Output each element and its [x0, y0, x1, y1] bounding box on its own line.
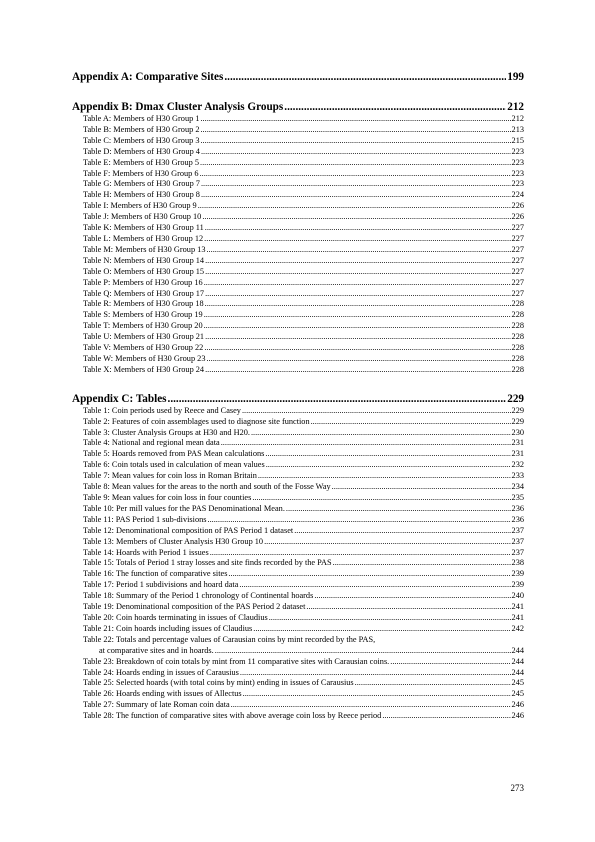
toc-entry[interactable]: [72, 537, 524, 548]
entry-title: Table D: Members of H30 Group 4: [83, 146, 200, 156]
entry-title: Table K: Members of H30 Group 11: [83, 223, 204, 233]
entry-page: 231: [511, 449, 524, 459]
appendix-a-title: Appendix A: Comparative Sites: [72, 71, 224, 83]
leader-dots: [390, 657, 510, 668]
entry-page: 227: [511, 277, 524, 287]
toc-entry[interactable]: [72, 190, 524, 201]
leader-dots: [206, 354, 510, 365]
leader-dots: [205, 289, 510, 300]
leader-dots: [269, 613, 511, 624]
toc-entry[interactable]: [72, 515, 524, 526]
appendix-c-page: 229: [507, 392, 524, 405]
entry-title: Table 4: National and regional mean data: [83, 438, 220, 448]
leader-dots: [332, 482, 511, 493]
entry-page: 245: [511, 678, 524, 688]
entry-page: 237: [511, 525, 524, 535]
entry-page: 223: [511, 179, 524, 189]
entry-title: Table 2: Features of coin assemblages used to diagnose site function: [83, 416, 310, 426]
entry-page: 239: [511, 569, 524, 579]
toc-entry[interactable]: [72, 332, 524, 343]
toc-entry[interactable]: [72, 460, 524, 471]
entry-title: Table M: Members of H30 Group 13: [83, 244, 206, 254]
entry-title: Table 14: Hoards with Period 1 issues: [83, 547, 209, 557]
leader-dots: [224, 70, 506, 84]
leader-dots: [311, 417, 511, 428]
leader-dots: [200, 114, 510, 125]
entry-title: Table 17: Period 1 subdivisions and hoard data: [83, 580, 239, 590]
entry-page: 213: [511, 124, 524, 134]
toc-entry[interactable]: [72, 289, 524, 300]
leader-dots: [200, 158, 511, 169]
leader-dots: [228, 569, 510, 580]
leader-dots: [204, 343, 510, 354]
entry-page: 237: [511, 547, 524, 557]
entry-page: 228: [511, 343, 524, 353]
appendix-a-page: 199: [507, 71, 524, 83]
entry-page: 240: [511, 591, 524, 601]
toc-entry[interactable]: [72, 212, 524, 223]
entry-page: 235: [511, 493, 524, 502]
entry-page: 227: [511, 223, 524, 233]
entry-page: 233: [511, 471, 524, 481]
toc-entry[interactable]: [72, 125, 524, 136]
leader-dots: [264, 537, 510, 548]
leader-dots: [231, 700, 511, 711]
entry-page: 236: [511, 503, 524, 513]
entry-title: Table P: Members of H30 Group 16: [83, 277, 203, 287]
toc-entry-table-22[interactable]: [72, 635, 524, 657]
toc-entry[interactable]: [72, 278, 524, 289]
entry-title: Table 27: Summary of late Roman coin data: [83, 700, 230, 710]
leader-dots: [205, 256, 510, 267]
entry-page: 227: [511, 266, 524, 276]
entry-page: 237: [511, 536, 524, 546]
toc-entry[interactable]: [72, 526, 524, 537]
toc-entry[interactable]: [72, 169, 524, 180]
entry-title: Table 16: The function of comparative sites: [83, 569, 228, 579]
entry-title: Table 19: Denominational composition of the PAS Period 2 dataset: [83, 602, 306, 612]
entry-title: Table S: Members of H30 Group 19: [83, 310, 203, 320]
entry-title: Table G: Members of H30 Group 7: [83, 179, 200, 189]
entry-page: 238: [511, 558, 524, 568]
entry-page: 229: [511, 416, 524, 426]
entry-title: Table 24: Hoards ending in issues of Carausius: [83, 667, 239, 677]
entry-title: Table L: Members of H30 Group 12: [83, 233, 204, 243]
entry-page: 229: [511, 405, 524, 415]
entry-title: Table 26: Hoards ending with issues of Allectus: [83, 689, 242, 699]
entry-title: Table A: Members of H30 Group 1: [83, 114, 200, 123]
entry-title: Table 12: Denominational composition of PAS Period 1 dataset: [83, 525, 294, 535]
toc-entry[interactable]: [72, 678, 524, 689]
entry-page: 228: [511, 353, 524, 363]
entry-page: 234: [511, 482, 524, 492]
entry-title: Table 3: Cluster Analysis Groups at H30 and H20.: [83, 427, 250, 437]
toc-entry[interactable]: [72, 299, 524, 310]
toc-entry[interactable]: [72, 602, 524, 613]
entry-page: 224: [511, 190, 524, 200]
entry-title: Table 15: Totals of Period 1 stray losses and site finds recorded by the PAS: [83, 558, 332, 568]
entry-page: 244: [511, 656, 524, 666]
leader-dots: [204, 321, 511, 332]
toc-appendix-c[interactable]: [72, 392, 524, 406]
entry-title: Table X: Members of H30 Group 24: [83, 364, 205, 374]
toc-entry[interactable]: [72, 365, 524, 376]
leader-dots: [168, 392, 507, 406]
toc-entry[interactable]: [72, 548, 524, 559]
entry-title: Table E: Members of H30 Group 5: [83, 157, 200, 167]
leader-dots: [204, 278, 511, 289]
entry-title: Table 9: Mean values for coin loss in four counties: [83, 493, 252, 502]
leader-dots: [210, 548, 511, 559]
entry-page: 246: [511, 700, 524, 710]
entry-page: 227: [511, 288, 524, 298]
leader-dots: [242, 406, 511, 417]
leader-dots: [284, 100, 506, 114]
entry-title: Table H: Members of H30 Group 8: [83, 190, 200, 200]
entry-page: 226: [511, 212, 524, 222]
toc-entry[interactable]: [72, 449, 524, 460]
entry-page: 232: [511, 460, 524, 470]
entry-title: Table 7: Mean values for coin loss in Roman Britain: [83, 471, 257, 481]
entry-page: 228: [511, 332, 524, 342]
entry-page: 228: [511, 364, 524, 374]
leader-dots: [355, 678, 511, 689]
entry-page: 241: [511, 602, 524, 612]
entry-page: 244: [511, 667, 524, 677]
toc-appendix-b[interactable]: [72, 100, 524, 114]
toc-entry[interactable]: [72, 700, 524, 711]
leader-dots: [251, 428, 511, 439]
entry-page: 227: [511, 244, 524, 254]
appendix-c-entries: [72, 406, 524, 635]
leader-dots: [205, 299, 511, 310]
toc-entry[interactable]: [72, 354, 524, 365]
entry-title: Table 8: Mean values for the areas to the north and south of the Fosse Way: [83, 482, 331, 492]
leader-dots: [239, 580, 510, 591]
leader-dots: [202, 212, 510, 223]
leader-dots: [200, 125, 510, 136]
entry-title: Table 5: Hoards removed from PAS Mean calculations: [83, 449, 265, 459]
toc-entry[interactable]: [72, 201, 524, 212]
entry-page: 246: [511, 711, 524, 721]
entry-title: Table 18: Summary of the Period 1 chronology of Continental hoards: [83, 591, 314, 601]
entry-title: Table W: Members of H30 Group 23: [83, 353, 206, 363]
entry-title: Table R: Members of H30 Group 18: [83, 299, 204, 309]
toc-entry[interactable]: [72, 482, 524, 493]
entry-page: 223: [511, 157, 524, 167]
leader-dots: [204, 310, 511, 321]
toc-entry[interactable]: [72, 321, 524, 332]
entry-title: Table 13: Members of Cluster Analysis H30 Group 10: [83, 536, 264, 546]
entry-page: 231: [511, 438, 524, 448]
entry-page: 223: [511, 146, 524, 156]
leader-dots: [266, 460, 511, 471]
appendix-c-entries-continued: [72, 657, 524, 722]
entry-title: Table 6: Coin totals used in calculation of mean values: [83, 460, 265, 470]
entry-title: Table C: Members of H30 Group 3: [83, 135, 200, 145]
toc-entry[interactable]: [72, 147, 524, 158]
page-number: 273: [510, 783, 524, 793]
leader-dots: [206, 245, 510, 256]
entry-page: 245: [511, 689, 524, 699]
toc-appendix-a[interactable]: [72, 70, 524, 84]
entry-page: 239: [511, 580, 524, 590]
entry-title: Table Q: Members of H30 Group 17: [83, 288, 205, 298]
entry-title: Table V: Members of H30 Group 22: [83, 343, 204, 353]
leader-dots: [200, 169, 511, 180]
toc-entry[interactable]: [72, 343, 524, 354]
leader-dots: [314, 591, 510, 602]
toc-entry[interactable]: [72, 580, 524, 591]
leader-dots: [205, 365, 510, 376]
leader-dots: [221, 438, 511, 449]
leader-dots: [258, 471, 511, 482]
toc-entry[interactable]: [72, 711, 524, 722]
entry-title: Table 10: Per mill values for the PAS Denominational Mean.: [83, 503, 285, 513]
toc-entry[interactable]: [72, 471, 524, 482]
appendix-b-entries: [72, 114, 524, 376]
toc-entry[interactable]: [72, 624, 524, 635]
leader-dots: [294, 526, 510, 537]
entry-title: Table B: Members of H30 Group 2: [83, 124, 200, 134]
entry-page: 241: [511, 612, 524, 622]
appendix-c-title: Appendix C: Tables: [72, 392, 167, 405]
entry-page: 226: [511, 201, 524, 211]
entry-page: 236: [511, 514, 524, 524]
toc-entry[interactable]: [72, 558, 524, 569]
toc-entry[interactable]: [72, 256, 524, 267]
entry-title: Table O: Members of H30 Group 15: [83, 266, 205, 276]
leader-dots: [252, 493, 510, 504]
toc-entry[interactable]: [72, 417, 524, 428]
entry-title: Table U: Members of H30 Group 21: [83, 332, 205, 342]
toc-entry[interactable]: [72, 245, 524, 256]
entry-title: Table 11: PAS Period 1 sub-divisions: [83, 514, 207, 524]
leader-dots: [208, 515, 511, 526]
leader-dots: [265, 449, 510, 460]
entry-line-1: Table 22: Totals and percentage values of Carausian coins by mint recorded by the PAS,: [83, 634, 376, 644]
leader-dots: [198, 201, 511, 212]
toc-entry[interactable]: [72, 114, 524, 125]
entry-title: Table 23: Breakdown of coin totals by mint from 11 comparative sites with Carausian coins.: [83, 656, 390, 666]
entry-line-2: at comparative sites and in hoards.: [99, 645, 214, 655]
leader-dots: [333, 558, 511, 569]
toc-entry[interactable]: [72, 179, 524, 190]
leader-dots: [205, 267, 510, 278]
leader-dots: [201, 179, 511, 190]
entry-title: Table 1: Coin periods used by Reece and Casey: [83, 405, 241, 415]
entry-page: 212: [511, 114, 524, 123]
leader-dots: [243, 689, 511, 700]
toc-entry[interactable]: [72, 591, 524, 602]
leader-dots: [286, 504, 511, 515]
entry-page: 244: [511, 645, 524, 655]
toc-entry[interactable]: [72, 689, 524, 700]
entry-title: Table N: Members of H30 Group 14: [83, 255, 205, 265]
leader-dots: [200, 136, 510, 147]
appendix-b-title: Appendix B: Dmax Cluster Analysis Groups: [72, 101, 284, 113]
entry-page: 230: [511, 427, 524, 437]
appendix-b-page: 212: [507, 101, 524, 113]
entry-title: Table T: Members of H30 Group 20: [83, 321, 203, 331]
leader-dots: [201, 190, 511, 201]
entry-title: Table 21: Coin hoards including issues of Claudius: [83, 623, 253, 633]
entry-title: Table 25: Selected hoards (with total coins by mint) ending in issues of Carausius: [83, 678, 354, 688]
toc-entry[interactable]: [72, 234, 524, 245]
leader-dots: [201, 147, 511, 158]
toc-entry[interactable]: [72, 504, 524, 515]
entry-title: Table J: Members of H30 Group 10: [83, 212, 202, 222]
entry-title: Table F: Members of H30 Group 6: [83, 168, 199, 178]
entry-page: 242: [511, 623, 524, 633]
toc-entry[interactable]: [72, 223, 524, 234]
toc-entry[interactable]: [72, 613, 524, 624]
toc-entry[interactable]: [72, 428, 524, 439]
entry-title: Table 20: Coin hoards terminating in issues of Claudius: [83, 612, 268, 622]
entry-title: Table 28: The function of comparative sites with above average coin loss by Reece period: [83, 711, 382, 721]
toc-entry[interactable]: [72, 136, 524, 147]
entry-page: 215: [511, 135, 524, 145]
leader-dots: [253, 624, 510, 635]
toc-entry[interactable]: [72, 668, 524, 679]
leader-dots: [204, 234, 510, 245]
toc-entry[interactable]: [72, 493, 524, 504]
leader-dots: [306, 602, 510, 613]
toc-entry[interactable]: [72, 657, 524, 668]
leader-dots: [215, 646, 511, 657]
entry-page: 223: [511, 168, 524, 178]
leader-dots: [382, 711, 510, 722]
toc-entry[interactable]: [72, 569, 524, 580]
entry-page: 228: [511, 299, 524, 309]
entry-title: Table I: Members of H30 Group 9: [83, 201, 197, 211]
entry-page: 227: [511, 255, 524, 265]
leader-dots: [240, 668, 511, 679]
table-of-contents: [72, 70, 524, 722]
leader-dots: [205, 223, 511, 234]
toc-entry[interactable]: [72, 406, 524, 417]
toc-entry[interactable]: [72, 267, 524, 278]
entry-page: 228: [511, 321, 524, 331]
leader-dots: [205, 332, 510, 343]
toc-entry[interactable]: [72, 310, 524, 321]
toc-entry[interactable]: [72, 438, 524, 449]
toc-entry[interactable]: [72, 158, 524, 169]
entry-page: 228: [511, 310, 524, 320]
entry-page: 227: [511, 233, 524, 243]
